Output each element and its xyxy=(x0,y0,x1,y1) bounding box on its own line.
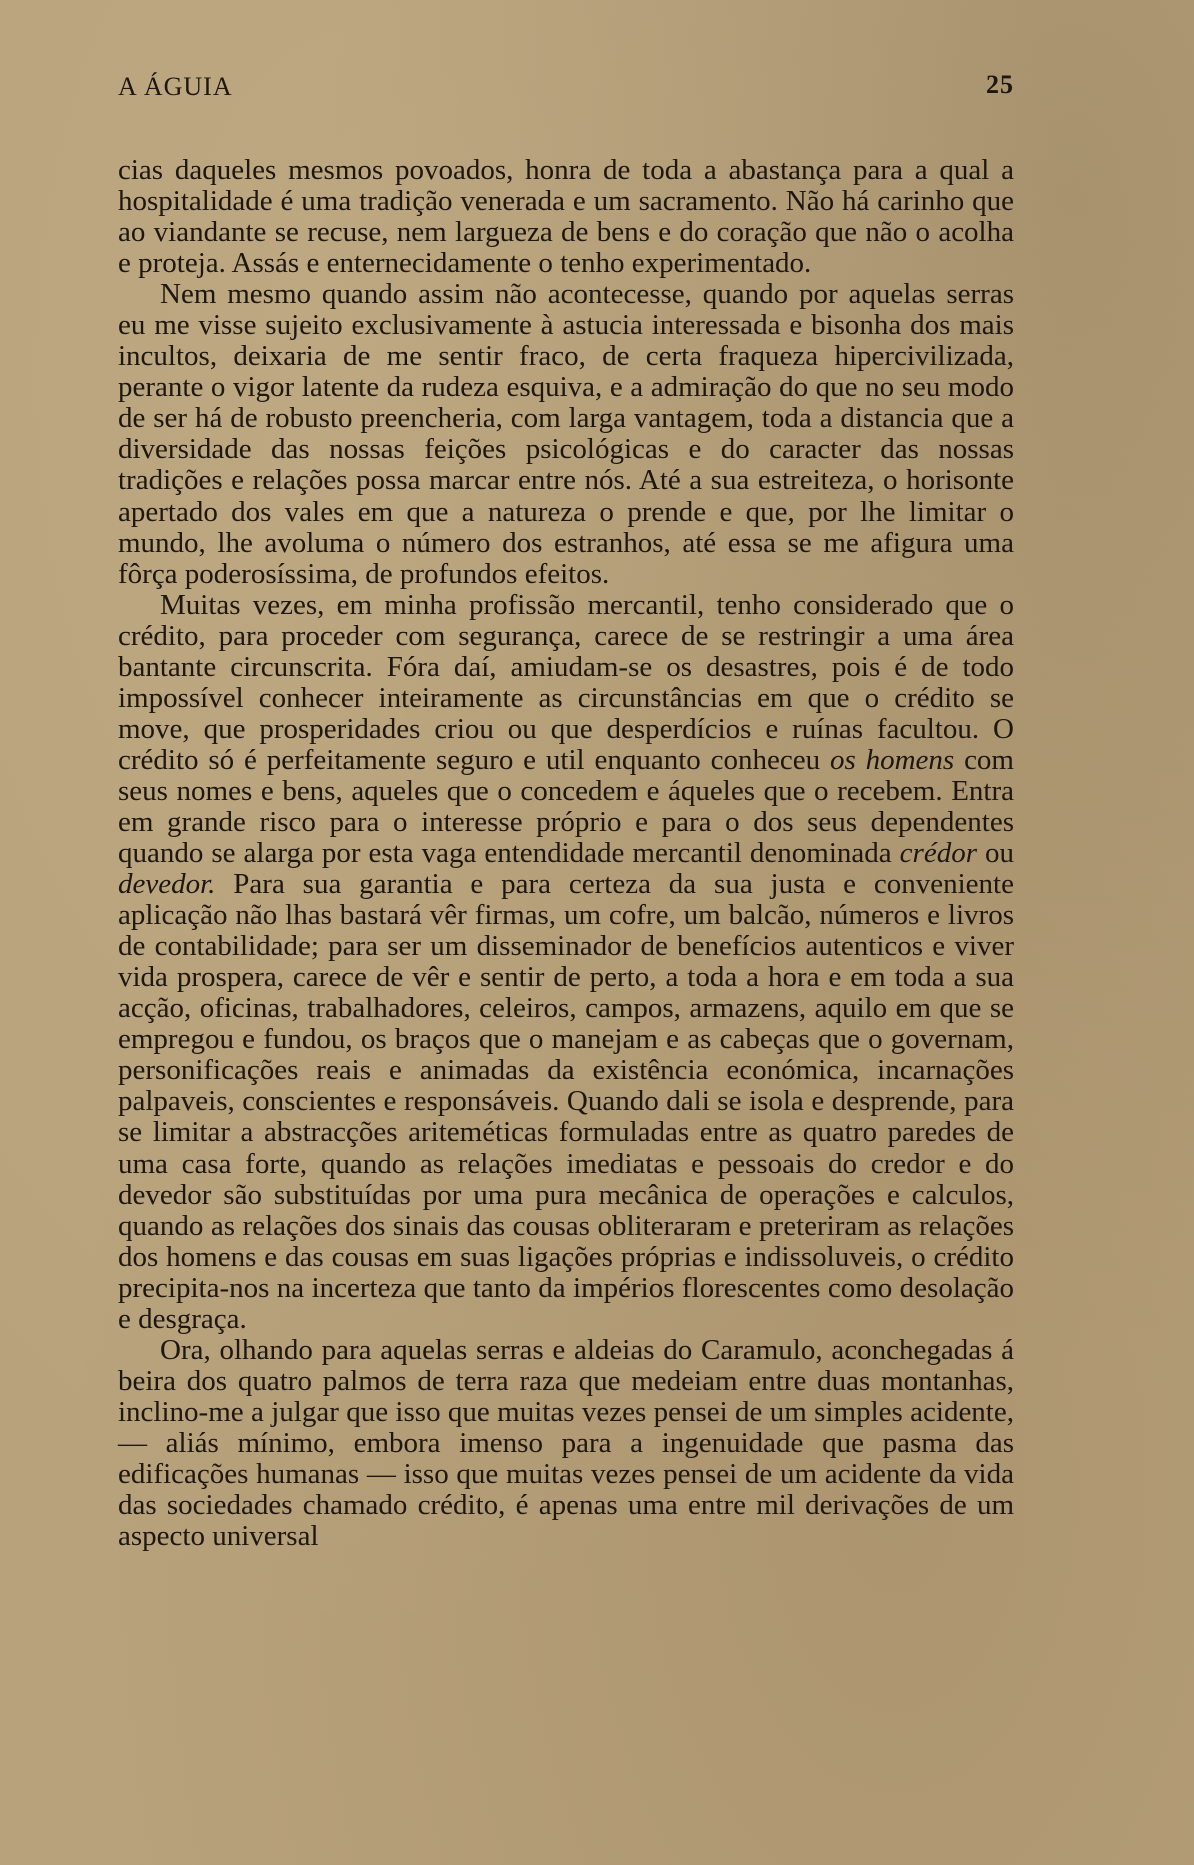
page-number: 25 xyxy=(986,70,1014,99)
italic-credor: crédor xyxy=(899,837,977,870)
running-head xyxy=(118,70,1014,110)
paragraph-3-text-c: ou xyxy=(977,837,1015,870)
paragraph-3-text-a: Muitas vezes, em minha profissão mercantil, tenho considerado que o crédito, para proceder com segurança, carece de se restringir a uma área bantante circunscrita. Fóra daí, amiudam-se os desastres, pois é de todo impossível conhecer inteiramente as circunstâncias em que o crédito se move, que prosperidades criou ou que desperdícios e ruínas facultou. O crédito só é perfeitamente seguro e util enquanto conheceu xyxy=(118,588,1014,776)
paragraph-3-text-d: Para sua garantia e para certeza da sua justa e conveniente aplicação não lhas bastará vêr firmas, um cofre, um balcão, números e livros de contabilidade; para ser um disseminador de benefícios autenticos e viver vida prospera, carece de vêr e sentir de perto, a toda a hora e em toda a sua acção, oficinas, trabalhadores, celeiros, campos, armazens, aquilo em que se empregou e fundou, os braços que o manejam e as cabeças que o governam, personificações reais e animadas da existência económica, incarnações palpaveis, conscientes e responsáveis. Quando dali se isola e desprende, para se limitar a abstracções ariteméticas formuladas entre as quatro paredes de uma casa forte, quando as relações imediatas e pessoais do credor e do devedor são substituídas por uma pura mecânica de operações e calculos, quando as relações dos sinais das cousas obliteraram e preteriram as relações dos homens e das cousas em suas ligações próprias e indissoluveis, o crédito precipita-nos na incerteza que tanto da impérios florescentes como desolação e desgraça. xyxy=(118,868,1014,1335)
paragraph-4: Ora, olhando para aquelas serras e aldeias do Caramulo, aconchegadas á beira dos quatro palmos de terra raza que medeiam entre duas montanhas, inclino-me a julgar que isso que muitas vezes pensei de um simples acidente, — aliás mínimo, embora imenso para a ingenuidade que pasma das edificações humanas — isso que muitas vezes pensei de um acidente da vida das sociedades chamado crédito, é apenas uma entre mil derivações de um aspecto universal xyxy=(118,1333,1014,1553)
paragraph-3 xyxy=(118,590,1014,1335)
paragraph-2: Nem mesmo quando assim não acontecesse, quando por aquelas serras eu me visse sujeito exclusivamente à astucia interessada e bisonha dos mais incultos, deixaria de me sentir fraco, de certa fraqueza hipercivilizada, perante o vigor latente da rudeza esquiva, e a admiração do que no seu modo de ser há de robusto preencheria, com larga vantagem, toda a distancia que a diversidade das nossas feições psicológicas e do caracter das nossas tradições e relações possa marcar entre nós. Até a sua estreiteza, o horisonte apertado dos vales em que a natureza o prende e que, por lhe limitar o mundo, lhe avoluma o número dos estranhos, até essa se me afigura uma fôrça poderosíssima, de profundos efeitos. xyxy=(118,278,1014,590)
italic-os-homens: os homens xyxy=(829,743,955,776)
paragraph-3-text-b: com seus nomes e bens, aqueles que o concedem e áqueles que o recebem. Entra em grande risco para o interesse próprio e para o dos seus dependentes quando se alarga por esta vaga entendidade mercantil denominada xyxy=(118,743,1014,870)
running-title: A ÁGUIA xyxy=(118,72,233,101)
body-text xyxy=(118,155,1014,1552)
paragraph-1: cias daqueles mesmos povoados, honra de toda a abastança para a qual a hospitalidade é uma tradição venerada e um sacramento. Não há carinho que ao viandante se recuse, nem largueza de bens e do coração que não o acolha e proteja. Assás e enternecidamente o tenho experimentado. xyxy=(118,154,1014,280)
italic-devedor: devedor. xyxy=(118,868,216,901)
